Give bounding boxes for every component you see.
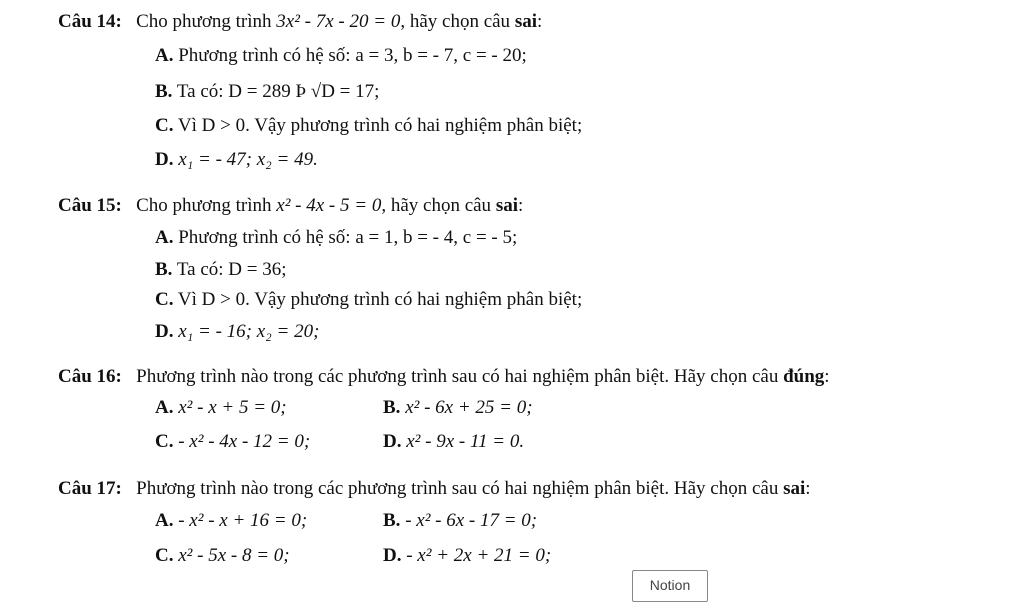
question-15-stem: Câu 15: Cho phương trình x² - 4x - 5 = 0, hãy chọn câu sai:	[58, 195, 524, 216]
option-a: A. Phương trình có hệ số: a = 1, b = - 4, c = - 5;	[155, 227, 518, 248]
option-c: C. x² - 5x - 8 = 0;	[155, 545, 290, 566]
option-b: B. Ta có: D = 36;	[155, 259, 287, 280]
keyword: sai	[495, 195, 518, 216]
question-16-stem: Câu 16: Phương trình nào trong các phương trình sau có hai nghiệm phân biệt. Hãy chọn câu đúng:	[58, 366, 830, 387]
option-a: A. Phương trình có hệ số: a = 3, b = - 7, c = - 20;	[155, 45, 527, 66]
option-d: D. x₁ = - 47; x₂ = 49.	[155, 149, 318, 170]
question-label: Câu 14:	[58, 11, 122, 32]
option-c: C. Vì D > 0. Vậy phương trình có hai nghiệm phân biệt;	[155, 289, 583, 310]
option-b: B. - x² - 6x - 17 = 0;	[383, 510, 538, 531]
option-a: A. x² - x + 5 = 0;	[155, 397, 287, 418]
keyword: sai	[514, 11, 537, 32]
question-17-stem: Câu 17: Phương trình nào trong các phương trình sau có hai nghiệm phân biệt. Hãy chọn câu sai:	[58, 478, 811, 499]
option-c: C. Vì D > 0. Vậy phương trình có hai nghiệm phân biệt;	[155, 115, 583, 136]
question-14-stem: Câu 14: Cho phương trình 3x² - 7x - 20 = 0, hãy chọn câu sai:	[58, 11, 543, 32]
question-label: Câu 17:	[58, 478, 122, 499]
option-d: D. x₁ = - 16; x₂ = 20;	[155, 321, 320, 342]
option-c: C. - x² - 4x - 12 = 0;	[155, 431, 311, 452]
notion-button[interactable]: Notion	[632, 570, 708, 602]
option-a: A. - x² - x + 16 = 0;	[155, 510, 308, 531]
keyword: đúng	[783, 366, 825, 387]
equation: x² - 4x - 5 = 0	[276, 195, 382, 216]
keyword: sai	[783, 478, 806, 499]
question-label: Câu 16:	[58, 366, 122, 387]
equation: 3x² - 7x - 20 = 0	[276, 11, 401, 32]
question-label: Câu 15:	[58, 195, 122, 216]
option-d: D. - x² + 2x + 21 = 0;	[383, 545, 552, 566]
option-d: D. x² - 9x - 11 = 0.	[383, 431, 525, 452]
option-b: B. x² - 6x + 25 = 0;	[383, 397, 533, 418]
option-b: B. Ta có: D = 289 Þ √D = 17;	[155, 81, 380, 102]
